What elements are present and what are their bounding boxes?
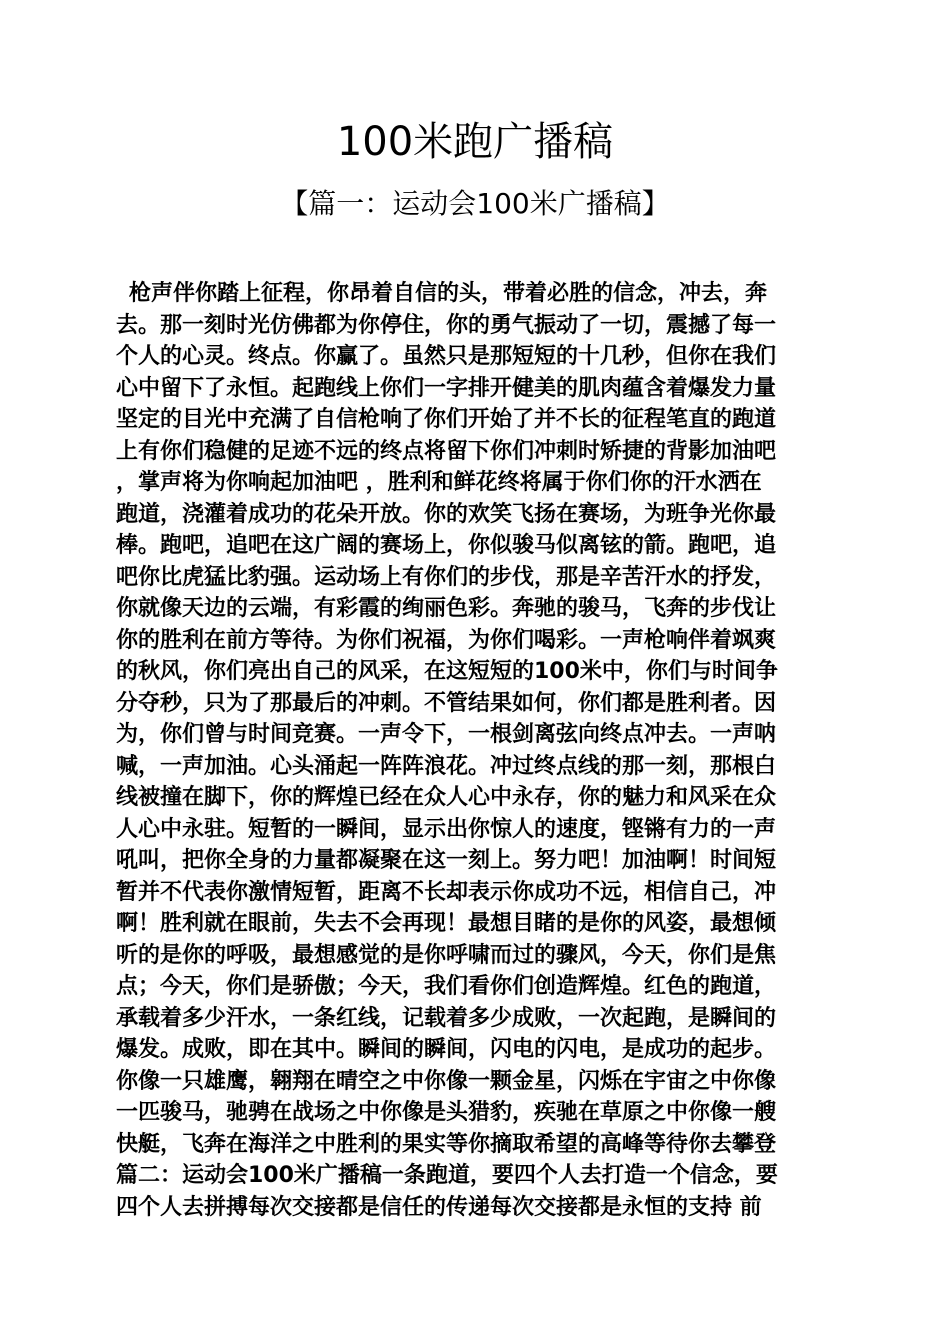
body-line: 个人的心灵。终点。你赢了。虽然只是那短短的十几秒，但你在我们: [116, 344, 777, 369]
body-line: 点；今天，你们是骄傲；今天，我们看你们创造辉煌。红色的跑道，: [116, 974, 777, 999]
body-line: 四个人去拼搏每次交接都是信任的传递每次交接都是永恒的支持 前: [116, 1194, 762, 1220]
body-line: 心中留下了永恒。起跑线上你们一字排开健美的肌肉蕴含着爆发力量: [116, 375, 777, 401]
body-line: 线被撞在脚下，你的辉煌已经在众人心中永存，你的魅力和风采在众: [116, 785, 777, 810]
body-line: 人心中永驻。短暂的一瞬间，显示出你惊人的速度，铿锵有力的一声: [116, 816, 777, 842]
body-line: ，掌声将为你响起加油吧 ，胜利和鲜花终将属于你们你的汗水洒在: [116, 470, 762, 495]
body-line: 喊，一声加油。心头涌起一阵阵浪花。冲过终点线的那一刻，那根白: [116, 753, 777, 779]
body-line: 吼叫，把你全身的力量都凝聚在这一刻上。努力吧！加油啊！时间短: [116, 848, 777, 873]
body-line: 听的是你的呼吸，最想感觉的是你呼啸而过的骤风，今天，你们是焦: [116, 942, 777, 968]
body-line: 吧你比虎猛比豹强。运动场上有你们的步伐，那是辛苦汗水的抒发，: [116, 564, 777, 590]
body-line: 你像一只雄鹰，翱翔在晴空之中你像一颗金星，闪烁在宇宙之中你像: [116, 1068, 777, 1094]
body-line: 上有你们稳健的足迹不远的终点将留下你们冲刺时矫捷的背影加油吧: [116, 438, 777, 464]
body-line: 棒。跑吧，追吧在这广阔的赛场上，你似骏马似离铉的箭。跑吧，追: [116, 533, 777, 558]
body-line: 啊！胜利就在眼前，失去不会再现！最想目睹的是你的风姿，最想倾: [116, 911, 777, 936]
body-line: 快艇，飞奔在海洋之中胜利的果实等你摘取希望的高峰等待你去攀登: [116, 1131, 777, 1157]
body-line: 枪声伴你踏上征程，你昂着自信的头，带着必胜的信念，冲去，奔: [129, 281, 768, 306]
body-line: 承载着多少汗水，一条红线，记载着多少成败，一次起跑，是瞬间的: [116, 1005, 777, 1031]
body-line: 你的胜利在前方等待。为你们祝福，为你们喝彩。一声枪响伴着飒爽: [116, 627, 777, 653]
body-line: 去。那一刻时光仿佛都为你停住，你的勇气振动了一切，震撼了每一: [116, 312, 777, 338]
document-subtitle: 【篇一：运动会100米广播稿】: [280, 187, 670, 220]
body-line: 的秋风，你们亮出自己的风采，在这短短的100米中，你们与时间争: [116, 659, 778, 684]
body-line: 为，你们曾与时间竞赛。一声令下，一根剑离弦向终点冲去。一声呐: [116, 722, 777, 747]
body-text: [116, 278, 838, 1223]
body-line: 你就像天边的云端，有彩霞的绚丽色彩。奔驰的骏马，飞奔的步伐让: [116, 596, 777, 621]
body-line: 一匹骏马，驰骋在战场之中你像是头猎豹，疾驰在草原之中你像一艘: [116, 1100, 777, 1125]
body-line: 暂并不代表你激情短暂，距离不长却表示你成功不远，相信自己，冲: [116, 879, 777, 905]
document-title: 100米跑广播稿: [336, 119, 614, 165]
body-line: 爆发。成败，即在其中。瞬间的瞬间，闪电的闪电，是成功的起步。: [116, 1037, 777, 1062]
body-line: 跑道，浇灌着成功的花朵开放。你的欢笑飞扬在赛场，为班争光你最: [116, 501, 777, 527]
body-line: 坚定的目光中充满了自信枪响了你们开始了并不长的征程笔直的跑道: [116, 407, 777, 432]
body-line: 分夺秒，只为了那最后的冲刺。不管结果如何，你们都是胜利者。因: [116, 690, 777, 716]
body-line: 篇二：运动会100米广播稿一条跑道，要四个人去打造一个信念，要: [116, 1163, 778, 1188]
